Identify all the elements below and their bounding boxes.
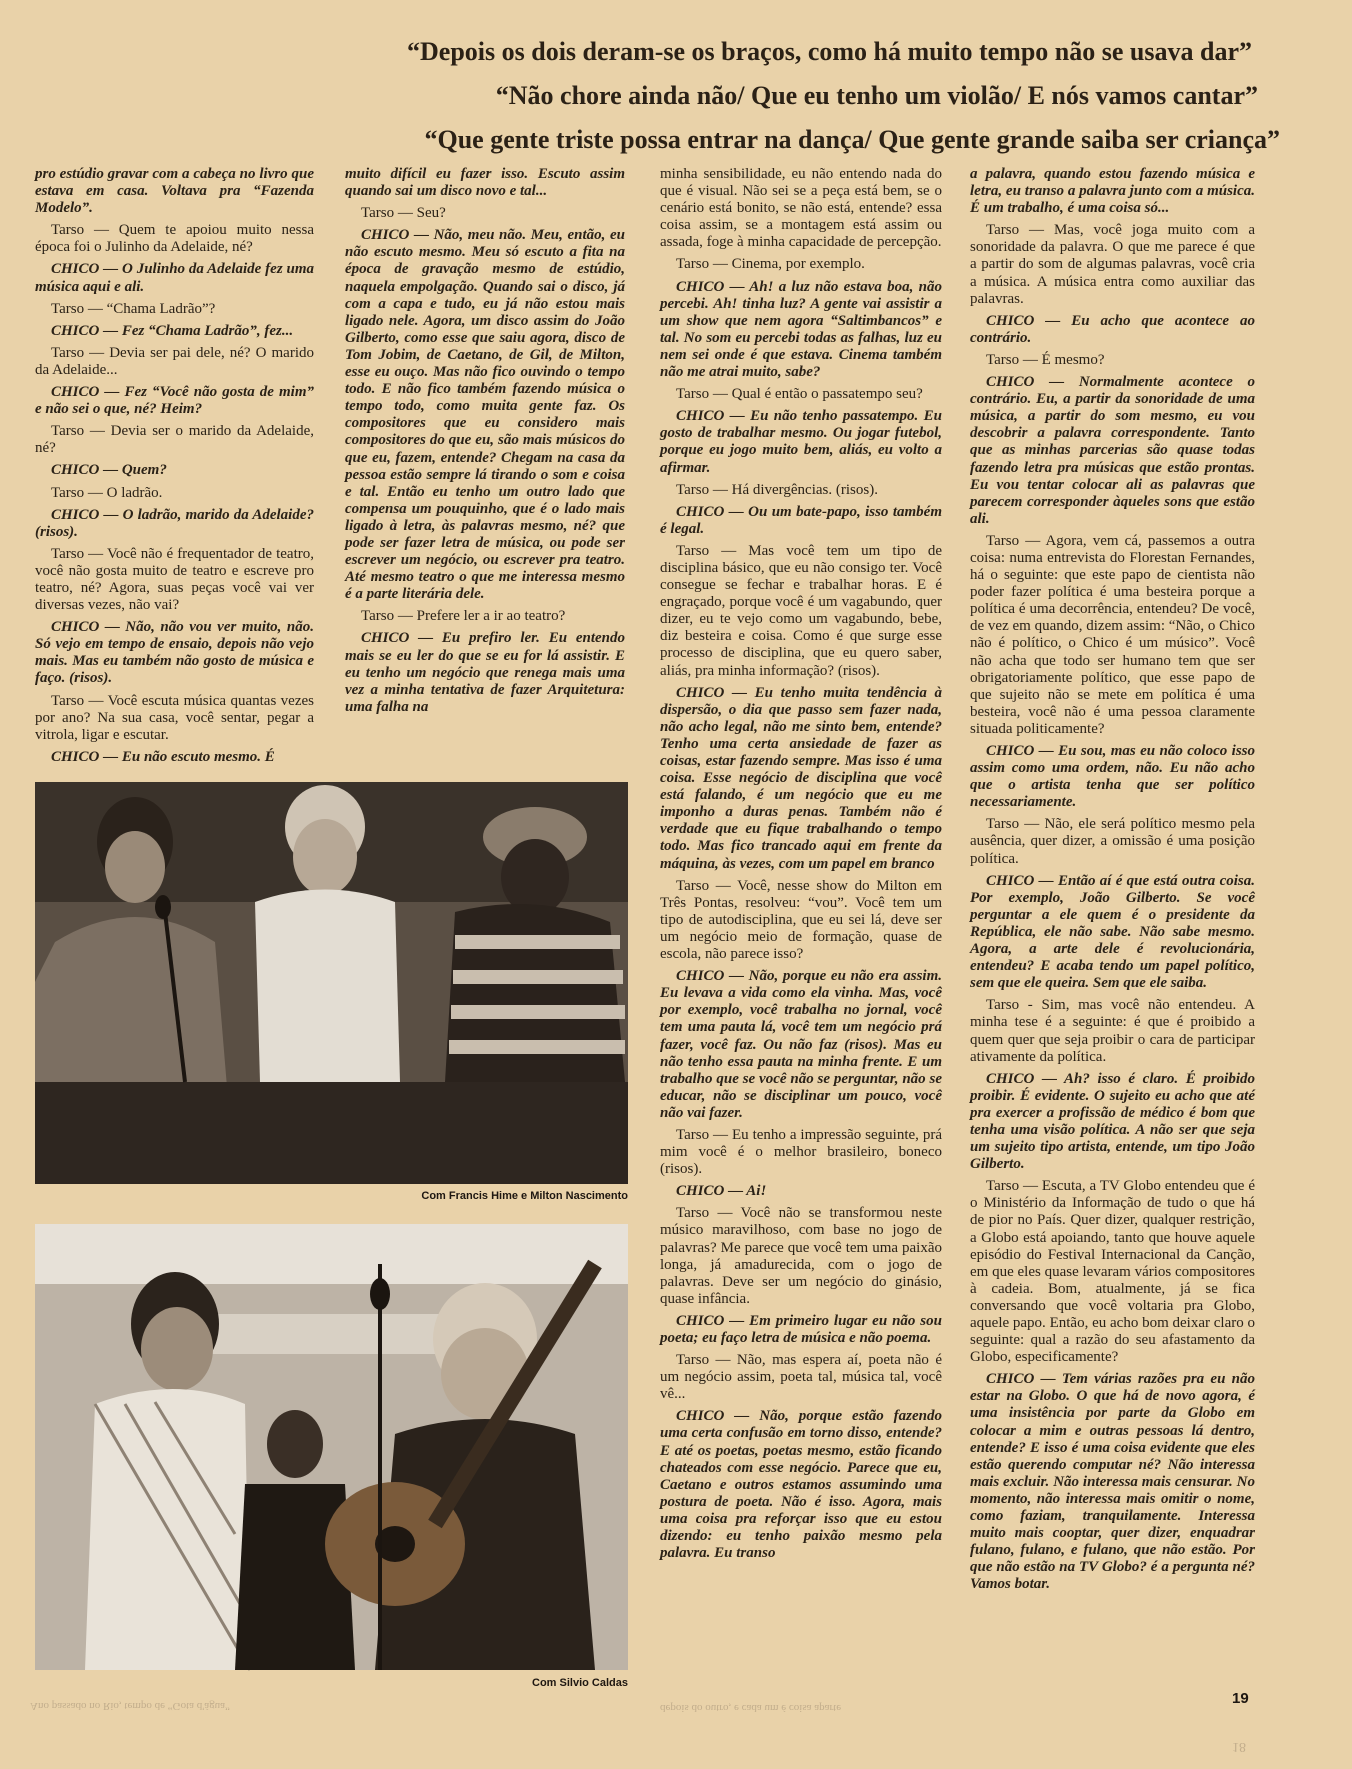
paragraph: Tarso — Devia ser o marido da Adelaide, né? [35,423,314,457]
paragraph: muito difícil eu fazer isso. Escuto assim quando sai um disco novo e tal... [345,166,625,200]
paragraph: Tarso — Qual é então o passatempo seu? [676,386,923,403]
paragraph: CHICO — Não, não vou ver muito, não. Só vejo em tempo de ensaio, depois não vejo mais. Mas eu também não gosto de música e faço. (risos). [35,619,314,687]
paragraph: CHICO — Então aí é que está outra coisa. Por exemplo, João Gilberto. Se você perguntar a ele quem é o presidente da República, ele não sabe. Não sabe mesmo. Agora, a arte dele é revolucionária, entendeu? E acaba tendo um papel político, sem que ele queira. Sem que ele saiba. [970,872,1255,992]
paragraph: CHICO — Ou um bate-papo, isso também é legal. [660,503,942,537]
text-column-3 [660,166,942,1696]
paragraph: CHICO — Não, porque eu não era assim. Eu levava a vida como ela vinha. Mas, você por exemplo, você trabalha no jornal, você tem uma pauta lá, você tem um negócio prá fazer, você faz. Ou não faz (risos). Mas eu não tenho essa pauta na minha frente. E um trabalho que se você não se perguntar, não se educar, não se disciplinar um pouco, você não vai fazer. [660,968,942,1121]
paragraph: CHICO — Fez “Você não gosta de mim” e não sei o que, né? Heim? [35,384,314,418]
text-column-4 [970,166,1255,1696]
show-through-text-right: depois do outro, e cada um é coisa aparte [660,1702,842,1714]
paragraph: Tarso — Agora, vem cá, passemos a outra coisa: numa entrevista do Florestan Fernandes, há o seguinte: que este papo de cientista não poder fazer política é uma besteira porque a política é uma decorrência, entendeu? De você, de vez em quando, dizem assim: “Não, o Chico não é político, o Chico é um músico”. Você não acha que todo ser humano tem que ser obrigatoriamente político, que esse papo de que sujeito não se mete em política é uma besteira, você não é uma pessoa claramente situada politicamente? [970,532,1255,737]
text-column-2 [345,166,625,766]
paragraph: Tarso — Escuta, a TV Globo entendeu que é o Ministério da Informação de tudo o que há de pior no País. Quer dizer, qualquer restrição, a Globo está apoiando, tanto que houve aquele episódio do Festival Internacional da Canção, em que eles quase levaram vários compositores à cadeia. Bom, atualmente, já se fica conversando que você voltaria pra Globo, aquele papo. Então, eu acho bom deixar claro o seguinte: qual a razão do seu afastamento da Globo, especificamente? [970,1178,1255,1366]
paragraph: Tarso — Quem te apoiou muito nessa época foi o Julinho da Adelaide, né? [35,222,314,256]
paragraph: Tarso — Seu? [361,205,446,222]
paragraph: CHICO — Ai! [676,1183,767,1200]
photo-caption-2: Com Silvio Caldas [532,1677,628,1689]
paragraph: Tarso — “Chama Ladrão”? [51,300,216,317]
paragraph: CHICO — Eu prefiro ler. Eu entendo mais se eu ler do que se eu for lá assistir. E eu tenho um negócio que renega mais uma vez a minha tentativa de fazer Arquitetura: uma falha na [345,630,625,715]
paragraph: CHICO — Eu acho que acontece ao contrário. [970,312,1255,346]
photo-francis-milton [35,782,628,1184]
paragraph: Tarso — Prefere ler a ir ao teatro? [361,608,566,625]
paragraph: CHICO — Quem? [51,462,167,479]
photo-caption-1: Com Francis Hime e Milton Nascimento [421,1190,628,1202]
paragraph: CHICO — Tem várias razões pra eu não estar na Globo. O que há de novo agora, é uma insistência por parte da Globo em colocar a mim e outras pessoas lá dentro, entende? E isso é uma coisa evidente que eles estão querendo computar né? Não interessa mais excluir. Não interessa mais censurar. No momento, não interessa mais omitir o nome, como faziam, tranquilamente. Interessa muito mais cooptar, quer dizer, enquadrar fulano, fulano, e fulano, que não estão. Por que não estão na TV Globo? é a pergunta né? Vamos botar. [970,1371,1255,1593]
paragraph: a palavra, quando estou fazendo música e letra, eu transo a palavra junto com a música. É um trabalho, é uma coisa só... [970,166,1255,217]
paragraph: CHICO — Em primeiro lugar eu não sou poeta; eu faço letra de música e não poema. [660,1312,942,1346]
paragraph: Tarso — O ladrão. [51,484,163,501]
paragraph: Tarso — Há divergências. (risos). [676,481,878,498]
show-through-page-number: 18 [1232,1739,1246,1754]
paragraph: Tarso — Devia ser pai dele, né? O marido da Adelaide... [35,344,314,378]
paragraph: Tarso — É mesmo? [986,351,1105,368]
paragraph: CHICO — Fez “Chama Ladrão”, fez... [51,322,294,339]
paragraph: CHICO — O Julinho da Adelaide fez uma música aqui e ali. [35,261,314,295]
paragraph: CHICO — Normalmente acontece o contrário. Eu, a partir da sonoridade de uma música, a partir do som mesmo, eu vou descobrir a palavra correspondente. Tanto que as minhas parcerias são quase todas fazendo letra pra músicas que estão prontas. Eu vou tentar colocar ali as palavras que parecem corresponder àqueles sons que estão ali. [970,374,1255,527]
pull-quote-1: “Depois os dois deram-se os braços, como há muito tempo não se usava dar” [407,37,1252,66]
paragraph: CHICO — Eu não tenho passatempo. Eu gosto de trabalhar mesmo. Ou jogar futebol, porque eu jogo muito bem, aliás, eu volto a afirmar. [660,408,942,476]
paragraph: pro estúdio gravar com a cabeça no livro que estava em casa. Voltava pra “Fazenda Modelo”. [35,166,314,217]
paragraph: CHICO — Eu sou, mas eu não coloco isso assim como uma ordem, não. Eu não acho que o artista tenha que ser político necessariamente. [970,743,1255,811]
paragraph: Tarso — Cinema, por exemplo. [676,256,865,273]
paragraph: Tarso — Eu tenho a impressão seguinte, prá mim você é o melhor brasileiro, boneco (risos). [660,1126,942,1178]
page-number: 19 [1232,1690,1249,1707]
paragraph: minha sensibilidade, eu não entendo nada do que é visual. Não sei se a peça está bem, se o cenário está bonito, se não está, entende? essa coisa assim, se a montagem está assim ou assada, foge à minha capacidade de percepção. [660,166,942,251]
paragraph: Tarso — Mas, você joga muito com a sonoridade da palavra. O que me parece é que a partir do som de algumas palavras, você cria a música. A música entra como auxiliar das palavras. [970,222,1255,307]
paragraph: Tarso — Você não se transformou neste músico maravilhoso, com base no jogo de palavras? Me parece que você tem uma paixão longa, já amadurecida, com o jogo de palavras. Deve ser um negócio do ginásio, quase infância. [660,1205,942,1307]
paragraph: Tarso — Você, nesse show do Milton em Três Pontas, resolveu: “vou”. Você tem um tipo de autodisciplina, que eu sei lá, deve ser um negócio meio de formação, quase de escola, não parece isso? [660,877,942,963]
photo-illustration-2 [35,1224,628,1670]
pull-quote-2: “Não chore ainda não/ Que eu tenho um violão/ E nós vamos cantar” [495,81,1258,110]
photo-silvio-caldas [35,1224,628,1670]
paragraph: CHICO — Não, porque estão fazendo uma certa confusão em torno disso, entende? E até os poetas, poetas mesmo, estão ficando chateados com esse negócio. Parece que eu, Caetano e outros estamos assumindo uma postura de poeta. Não é isso. Agora, mais uma coisa pra reforçar isso que eu estou dizendo: eu tenho paixão mesmo pela palavra. Eu transo [660,1408,942,1562]
photo-illustration-1 [35,782,628,1184]
paragraph: CHICO — Não, meu não. Meu, então, eu não escuto mesmo. Meu só escuto a fita na época de gravação mesmo de estúdio, naquela empolgação. Quando sai o disco, já com a capa e tudo, eu já não estou mais ligado nele. Agora, um disco assim do João Gilberto, como esse que saiu agora, disco de Tom Jobim, de Caetano, de Gil, de Milton, esse eu ouço. Mas não fico ouvindo o tempo todo. E não fico também fazendo música o tempo todo, como muita gente faz. Os compositores que eu considero mais compositores do que eu, são mais músicos do que eu, fazem, entende? Chegam na casa da pessoa estão sempre lá tirando o som e coisa e tal. Então eu tenho um outro lado que compensa um pouquinho, que é o lado mais ligado à letra, às palavras mesmo, né? que pode ser fazer letra de música, ou pode ser escrever um negócio, ou escrever pra teatro. Até mesmo teatro o que me interessa mesmo é a parte literária dele. [345,227,625,603]
paragraph: Tarso - Sim, mas você não entendeu. A minha tese é a seguinte: é que é proibido a quem quer que seja proibir o cara de participar ativamente da política. [970,997,1255,1065]
paragraph: CHICO — Ah? isso é claro. É proibido proibir. É evidente. O sujeito eu acho que até pra exercer a profissão de médico é bom que tenha uma visão política. A não ser que seja um sujeito tipo artista, entende, um tipo João Gilberto. [970,1070,1255,1173]
show-through-text-left: Ano passado no Rio, tempo de “Gota d'água” [30,1700,230,1712]
pull-quote-3: “Que gente triste possa entrar na dança/ Que gente grande saiba ser criança” [424,125,1280,154]
paragraph: Tarso — Você não é frequentador de teatro, você não gosta muito de teatro e escreve pro teatro, né? Agora, suas peças você vai ver diversas vezes, não vai? [35,545,314,614]
paragraph: CHICO — Eu não escuto mesmo. É [51,748,275,765]
text-column-1 [35,166,314,765]
paragraph: Tarso — Você escuta música quantas vezes por ano? Na sua casa, você sentar, pegar a vitrola, ligar e escutar. [35,692,314,743]
paragraph: Tarso — Não, ele será político mesmo pela ausência, quer dizer, a omissão é uma posição política. [970,816,1255,867]
paragraph: CHICO — O ladrão, marido da Adelaide? (risos). [35,506,314,540]
paragraph: Tarso — Mas você tem um tipo de disciplina básico, que eu não consigo ter. Você consegue se fechar e trabalhar horas. E é engraçado, porque você é um vagabundo, quer dizer, eu te vejo como um vagabundo, bebe, diz besteira e coisa. Como é que surge esse processo de disciplina, que eu quero saber, aliás, pra minha informação? (risos). [660,542,942,679]
paragraph: CHICO — Ah! a luz não estava boa, não percebi. Ah! tinha luz? A gente vai assistir a um show que nem agora “Saltimbancos” e tal. No som eu percebi todas as falhas, luz eu nem sei onde é que estava. Cinema também não me atrai muito, sabe? [660,278,942,381]
pull-quotes [300,30,1310,162]
paragraph: Tarso — Não, mas espera aí, poeta não é um negócio assim, poeta tal, música tal, você vê... [660,1352,942,1403]
paragraph: CHICO — Eu tenho muita tendência à dispersão, o dia que passo sem fazer nada, não acho legal, não me sinto bem, entende? Tenho uma certa ansiedade de fazer as coisas, estar fazendo sempre. Mas isso é uma coisa. Esse negócio de disciplina que você está falando, é um negócio que eu me imponho a duras penas. Também não é verdade que eu fique trabalhando o tempo todo. Mas fico trancado aqui em frente da máquina, às vezes, com um papel em branco [660,684,942,872]
